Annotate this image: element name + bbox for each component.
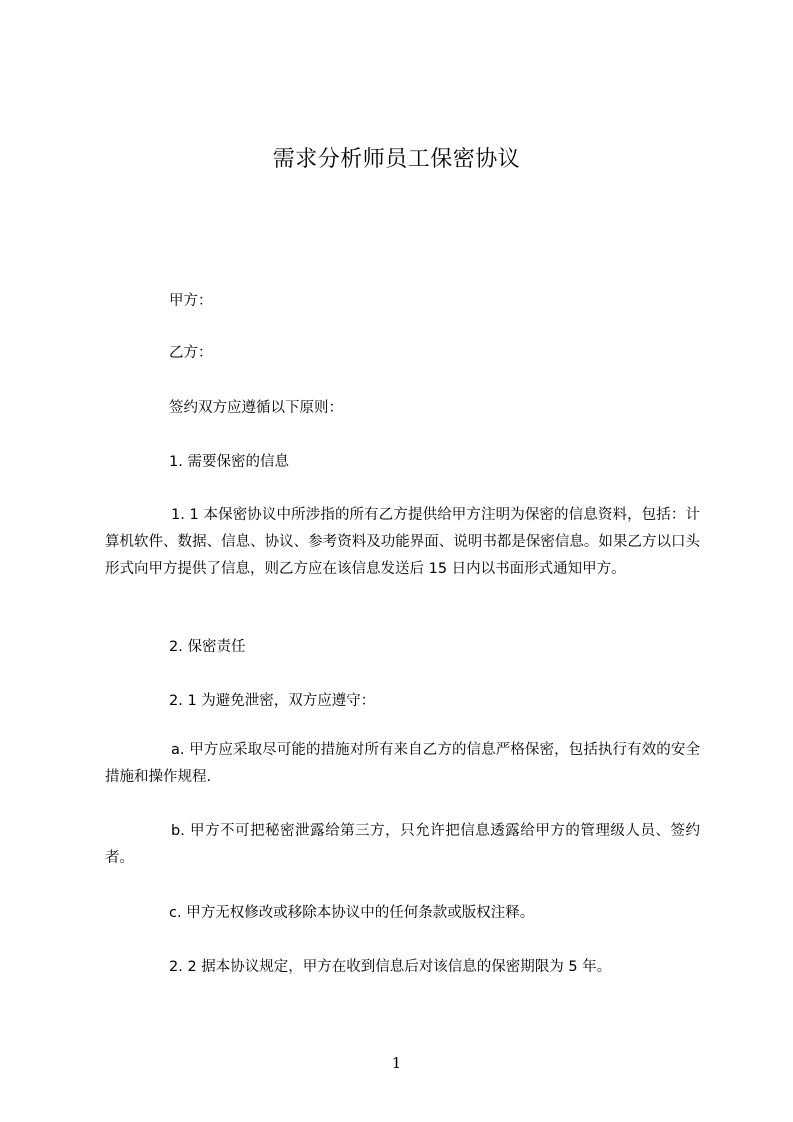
section-2-heading: 2. 保密责任	[169, 639, 246, 655]
section-1-heading: 1. 需要保密的信息	[169, 454, 289, 470]
item-b-paragraph: b. 甲方不可把秘密泄露给第三方，只允许把信息透露给甲方的管理级人员、签约者。	[105, 823, 700, 866]
principles-intro: 签约双方应遵循以下原则：	[169, 400, 343, 416]
item-c-paragraph: c. 甲方无权修改或移除本协议中的任何条款或版权注释。	[169, 905, 535, 921]
section-1-1-paragraph: 1. 1 本保密协议中所涉指的所有乙方提供给甲方注明为保密的信息资料，包括：计算机软件、数据、信息、协议、参考资料及功能界面、说明书都是保密信息。如果乙方以口头形式向甲方提供了信息，则乙方应在该信息发送后 15 日内以书面形式通知甲方。	[105, 507, 700, 577]
page-number: 1	[391, 1054, 402, 1072]
party-a-line: 甲方：	[169, 293, 213, 309]
item-a-paragraph: a. 甲方应采取尽可能的措施对所有来自乙方的信息严格保密，包括执行有效的安全措施和操作规程.	[105, 742, 700, 785]
section-2-2-paragraph: 2. 2 据本协议规定，甲方在收到信息后对该信息的保密期限为 5 年。	[169, 959, 612, 975]
party-b-line: 乙方：	[169, 345, 213, 361]
section-2-1-paragraph: 2. 1 为避免泄密，双方应遵守：	[169, 693, 376, 709]
document-title: 需求分析师员工保密协议	[272, 147, 521, 172]
